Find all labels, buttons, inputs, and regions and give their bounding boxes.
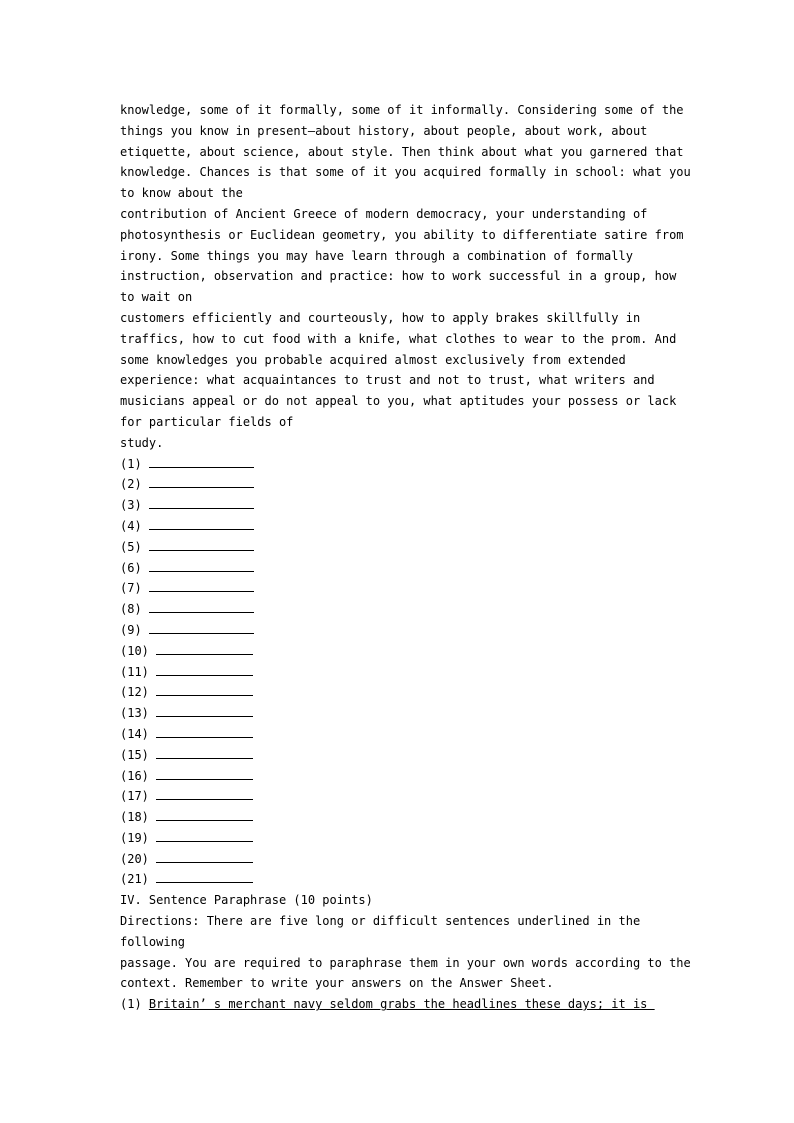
answer-row[interactable] [120,745,680,766]
answer-number: (17) [120,789,149,804]
answer-blank-line[interactable] [156,807,253,821]
answer-row[interactable] [120,786,680,807]
answer-number: (19) [120,830,149,845]
passage-line: photosynthesis or Euclidean geometry, you ability to differentiate satire from [120,227,684,242]
answer-row[interactable] [120,807,680,828]
directions-line: following [120,934,186,949]
directions-line: Directions: There are five long or difficult sentences underlined in the [120,914,641,929]
section-title: IV. Sentence Paraphrase (10 points) [120,893,373,908]
answer-number: (4) [120,518,142,533]
passage-line: musicians appeal or do not appeal to you, what aptitudes your possess or lack [120,394,677,409]
passage-line: traffics, how to cut food with a knife, what clothes to wear to the prom. And [120,331,677,346]
answer-blank-line[interactable] [156,828,253,842]
answer-row[interactable] [120,828,680,849]
item-number: (1) [120,997,149,1012]
answer-blank-line[interactable] [156,766,253,780]
answer-number: (8) [120,602,142,617]
answer-row[interactable] [120,578,680,599]
answer-blank-line[interactable] [149,516,254,530]
answer-number: (10) [120,643,149,658]
answer-row[interactable] [120,849,680,870]
paraphrase-item-1 [120,994,680,1015]
answer-blank-line[interactable] [149,454,254,468]
answer-row[interactable] [120,869,680,890]
answer-number: (13) [120,706,149,721]
answer-number: (12) [120,685,149,700]
answer-blank-line[interactable] [156,641,253,655]
passage-line: contribution of Ancient Greece of modern democracy, your understanding of [120,206,648,221]
passage-line: some knowledges you probable acquired almost exclusively from extended [120,352,626,367]
answer-row[interactable] [120,641,680,662]
answer-blank-line[interactable] [149,578,254,592]
answer-blank-line[interactable] [156,869,253,883]
answer-row[interactable] [120,724,680,745]
answer-row[interactable] [120,682,680,703]
answer-number: (9) [120,622,142,637]
answer-number: (21) [120,872,149,887]
answer-row[interactable] [120,516,680,537]
passage-line: to wait on [120,290,193,305]
answer-blank-line[interactable] [149,558,254,572]
answer-blank-line[interactable] [156,786,253,800]
answer-row[interactable] [120,537,680,558]
passage-line: things you know in present—about history, about people, about work, about [120,123,648,138]
passage [120,100,691,454]
answer-row[interactable] [120,454,680,475]
directions-line: passage. You are required to paraphrase them in your own words according to the [120,955,691,970]
answer-number: (1) [120,456,142,471]
passage-line: etiquette, about science, about style. Then think about what you garnered that [120,144,684,159]
answer-number: (5) [120,539,142,554]
document-page [120,100,691,1015]
answer-blank-line[interactable] [149,495,254,509]
answer-blank-line[interactable] [156,682,253,696]
passage-line: to know about the [120,186,243,201]
answer-number: (11) [120,664,149,679]
answer-blank-line[interactable] [156,724,253,738]
directions-line: context. Remember to write your answers on the Answer Sheet. [120,976,554,991]
answer-number: (3) [120,498,142,513]
answer-row[interactable] [120,599,680,620]
answer-row[interactable] [120,662,680,683]
answer-number: (16) [120,768,149,783]
passage-line: customers efficiently and courteously, how to apply brakes skillfully in [120,310,641,325]
answer-number: (14) [120,726,149,741]
answer-row[interactable] [120,766,680,787]
section-iv [120,890,691,1015]
answer-blank-line[interactable] [149,537,254,551]
passage-line: for particular fields of [120,414,294,429]
passage-line: irony. Some things you may have learn through a combination of formally [120,248,633,263]
answer-blank-line[interactable] [149,599,254,613]
answer-number: (7) [120,581,142,596]
answer-blank-line[interactable] [149,620,254,634]
answer-number: (18) [120,810,149,825]
passage-line: knowledge. Chances is that some of it you acquired formally in school: what you [120,165,691,180]
answer-blank-line[interactable] [149,474,254,488]
answer-number: (2) [120,477,142,492]
answer-number: (6) [120,560,142,575]
answer-row[interactable] [120,703,680,724]
answer-blanks [120,454,680,891]
answer-blank-line[interactable] [156,703,253,717]
answer-blank-line[interactable] [156,849,253,863]
answer-blank-line[interactable] [156,745,253,759]
answer-number: (20) [120,851,149,866]
answer-row[interactable] [120,474,680,495]
underlined-sentence: Britain’ s merchant navy seldom grabs the headlines these days; it is [148,997,655,1012]
answer-row[interactable] [120,558,680,579]
passage-line: study. [120,435,164,450]
passage-line: instruction, observation and practice: how to work successful in a group, how [120,269,677,284]
answer-row[interactable] [120,495,680,516]
passage-line: experience: what acquaintances to trust and not to trust, what writers and [120,373,655,388]
passage-line: knowledge, some of it formally, some of it informally. Considering some of the [120,103,684,117]
answer-row[interactable] [120,620,680,641]
answer-number: (15) [120,747,149,762]
answer-blank-line[interactable] [156,662,253,676]
